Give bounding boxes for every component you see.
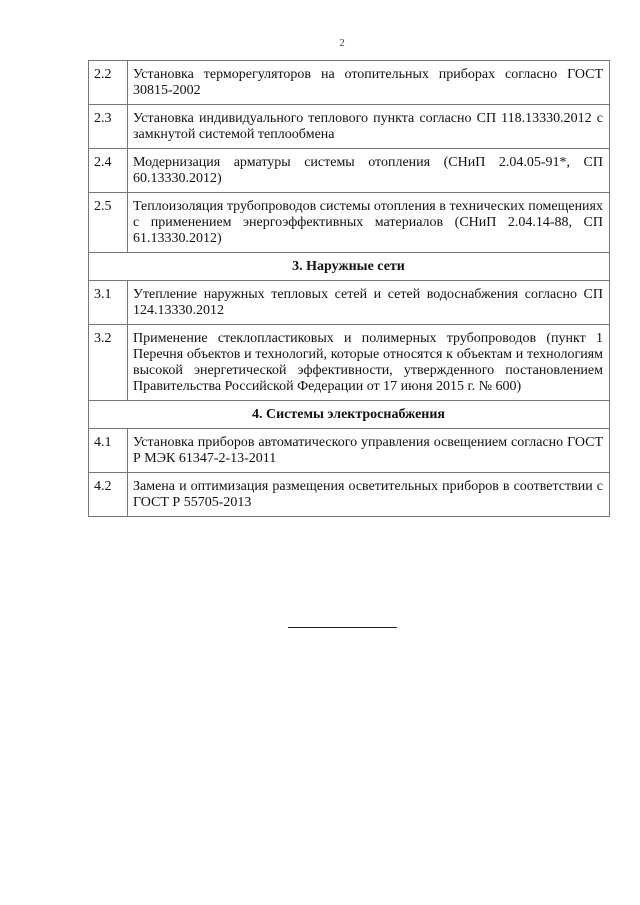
- table-row: [89, 281, 610, 325]
- section-heading-row: [89, 401, 610, 429]
- row-number: 4.1: [89, 429, 128, 473]
- closing-divider-line: [288, 627, 397, 628]
- row-text: Модернизация арматуры системы отопления (СНиП 2.04.05-91*, СП 60.13330.2012): [128, 149, 610, 193]
- row-text: Утепление наружных тепловых сетей и сетей водоснабжения согласно СП 124.13330.2012: [128, 281, 610, 325]
- section-heading-row: [89, 253, 610, 281]
- row-number: 2.5: [89, 193, 128, 253]
- row-number: 3.1: [89, 281, 128, 325]
- row-number: 2.3: [89, 105, 128, 149]
- row-text: Замена и оптимизация размещения осветительных приборов в соответствии с ГОСТ Р 55705-2013: [128, 473, 610, 517]
- row-text: Установка приборов автоматического управления освещением согласно ГОСТ Р МЭК 61347-2-13-2011: [128, 429, 610, 473]
- table-row: [89, 149, 610, 193]
- row-number: 2.4: [89, 149, 128, 193]
- page-number: 2: [339, 37, 345, 49]
- section-heading: 3. Наружные сети: [89, 253, 610, 281]
- row-number: 4.2: [89, 473, 128, 517]
- table-row: [89, 193, 610, 253]
- measures-table-body: [89, 61, 610, 517]
- row-text: Установка индивидуального теплового пункта согласно СП 118.13330.2012 с замкнутой системой теплообмена: [128, 105, 610, 149]
- table-row: [89, 61, 610, 105]
- table-row: [89, 105, 610, 149]
- row-number: 2.2: [89, 61, 128, 105]
- section-heading: 4. Системы электроснабжения: [89, 401, 610, 429]
- row-text: Установка терморегуляторов на отопительных приборах согласно ГОСТ 30815-2002: [128, 61, 610, 105]
- row-number: 3.2: [89, 325, 128, 401]
- table-row: [89, 473, 610, 517]
- row-text: Теплоизоляция трубопроводов системы отопления в технических помещениях с применением энергоэффективных материалов (СНиП 2.04.14-88, СП 61.13330.2012): [128, 193, 610, 253]
- measures-table: [88, 60, 610, 517]
- row-text: Применение стеклопластиковых и полимерных трубопроводов (пункт 1 Перечня объектов и технологий, которые относятся к объектам и технологиям высокой энергетической эффективности, утвержденного постановлением Правительства Российской Федерации от 17 июня 2015 г. № 600): [128, 325, 610, 401]
- table-row: [89, 429, 610, 473]
- table-row: [89, 325, 610, 401]
